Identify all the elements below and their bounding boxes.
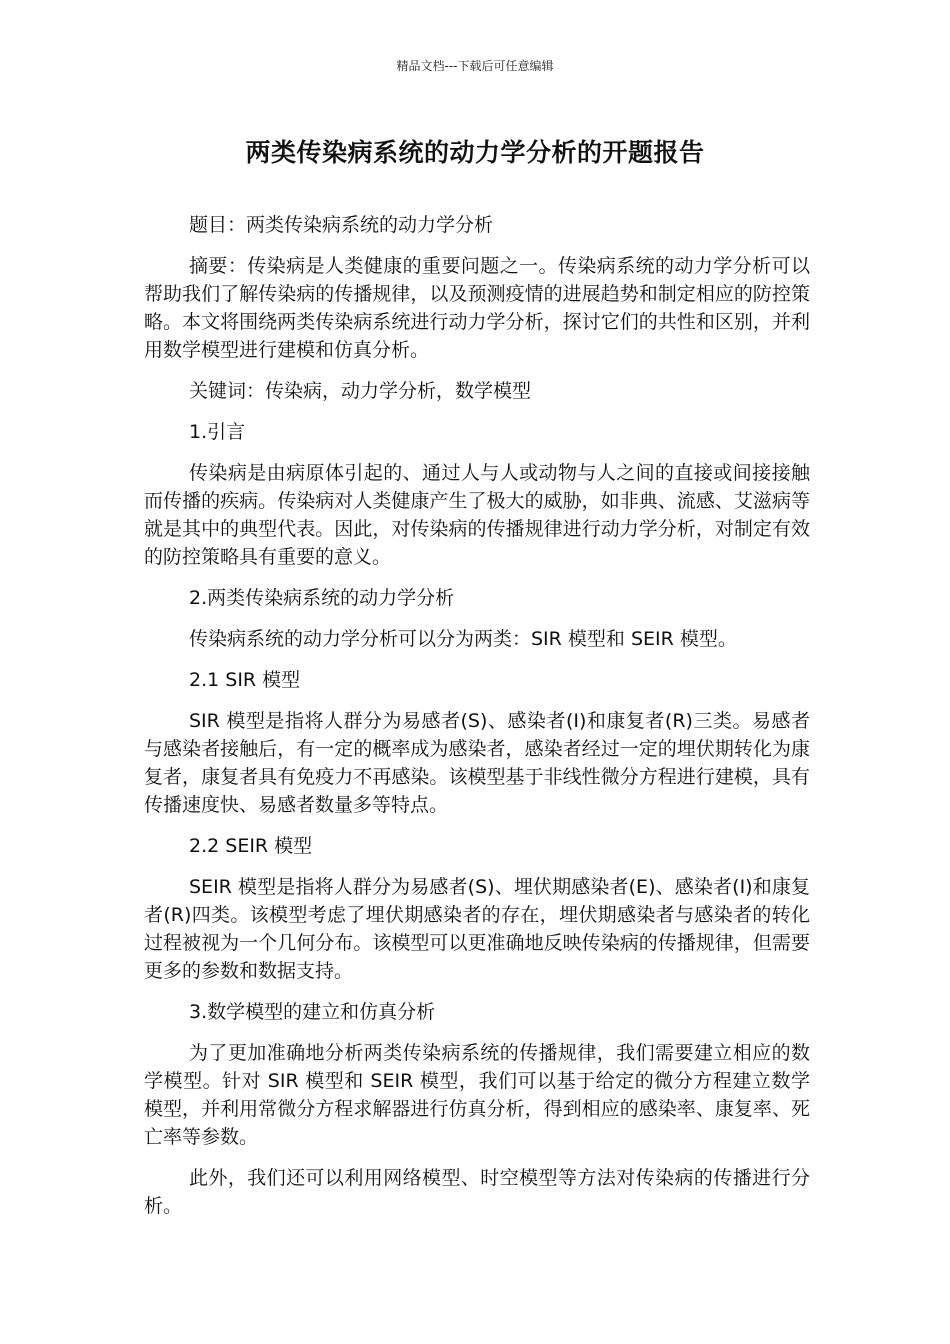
subsection-heading-sir: 2.1 SIR 模型: [189, 669, 301, 691]
section-heading-introduction: 1.引言: [189, 421, 246, 443]
introduction-paragraph: 传染病是由病原体引起的、通过人与人或动物与人之间的直接或间接接触而传播的疾病。传染病对人类健康产生了极大的威胁，如非典、流感、艾滋病等就是其中的典型代表。因此，对传染病的传播规律进行动力学分析，对制定有效的防控策略具有重要的意义。: [144, 462, 810, 568]
seir-paragraph: SEIR 模型是指将人群分为易感者(S)、埋伏期感染者(E)、感染者(I)和康复者(R)四类。该模型考虑了埋伏期感染者的存在，埋伏期感染者与感染者的转化过程被视为一个几何分布。该模型可以更准确地反映传染病的传播规律，但需要更多的参数和数据支持。: [144, 876, 810, 982]
section-heading-dynamics: 2.两类传染病系统的动力学分析: [189, 587, 455, 609]
subsection-heading-seir: 2.2 SEIR 模型: [189, 835, 313, 857]
closing-paragraph: 此外，我们还可以利用网络模型、时空模型等方法对传染病的传播进行分析。: [144, 1167, 810, 1217]
topic-line: 题目：两类传染病系统的动力学分析: [189, 214, 494, 236]
section-heading-modeling: 3.数学模型的建立和仿真分析: [189, 1001, 436, 1023]
modeling-paragraph: 为了更加准确地分析两类传染病系统的传播规律，我们需要建立相应的数学模型。针对 SIR 模型和 SEIR 模型，我们可以基于给定的微分方程建立数学模型，并利用常微分方程求解器进行仿真分析，得到相应的感染率、康复率、死亡率等参数。: [144, 1042, 810, 1148]
document-body: [144, 211, 810, 1233]
document-title: 两类传染病系统的动力学分析的开题报告: [245, 138, 705, 167]
keywords-line: 关键词：传染病，动力学分析，数学模型: [189, 380, 532, 402]
page-header: 精品文档---下载后可任意编辑: [396, 59, 554, 73]
dynamics-paragraph: 传染病系统的动力学分析可以分为两类：SIR 模型和 SEIR 模型。: [189, 628, 737, 650]
abstract-paragraph: 摘要：传染病是人类健康的重要问题之一。传染病系统的动力学分析可以帮助我们了解传染病的传播规律，以及预测疫情的进展趋势和制定相应的防控策略。本文将围绕两类传染病系统进行动力学分析，探讨它们的共性和区别，并利用数学模型进行建模和仿真分析。: [144, 255, 810, 361]
sir-paragraph: SIR 模型是指将人群分为易感者(S)、感染者(I)和康复者(R)三类。易感者与感染者接触后，有一定的概率成为感染者，感染者经过一定的埋伏期转化为康复者，康复者具有免疫力不再感染。该模型基于非线性微分方程进行建模，具有传播速度快、易感者数量多等特点。: [144, 710, 810, 816]
